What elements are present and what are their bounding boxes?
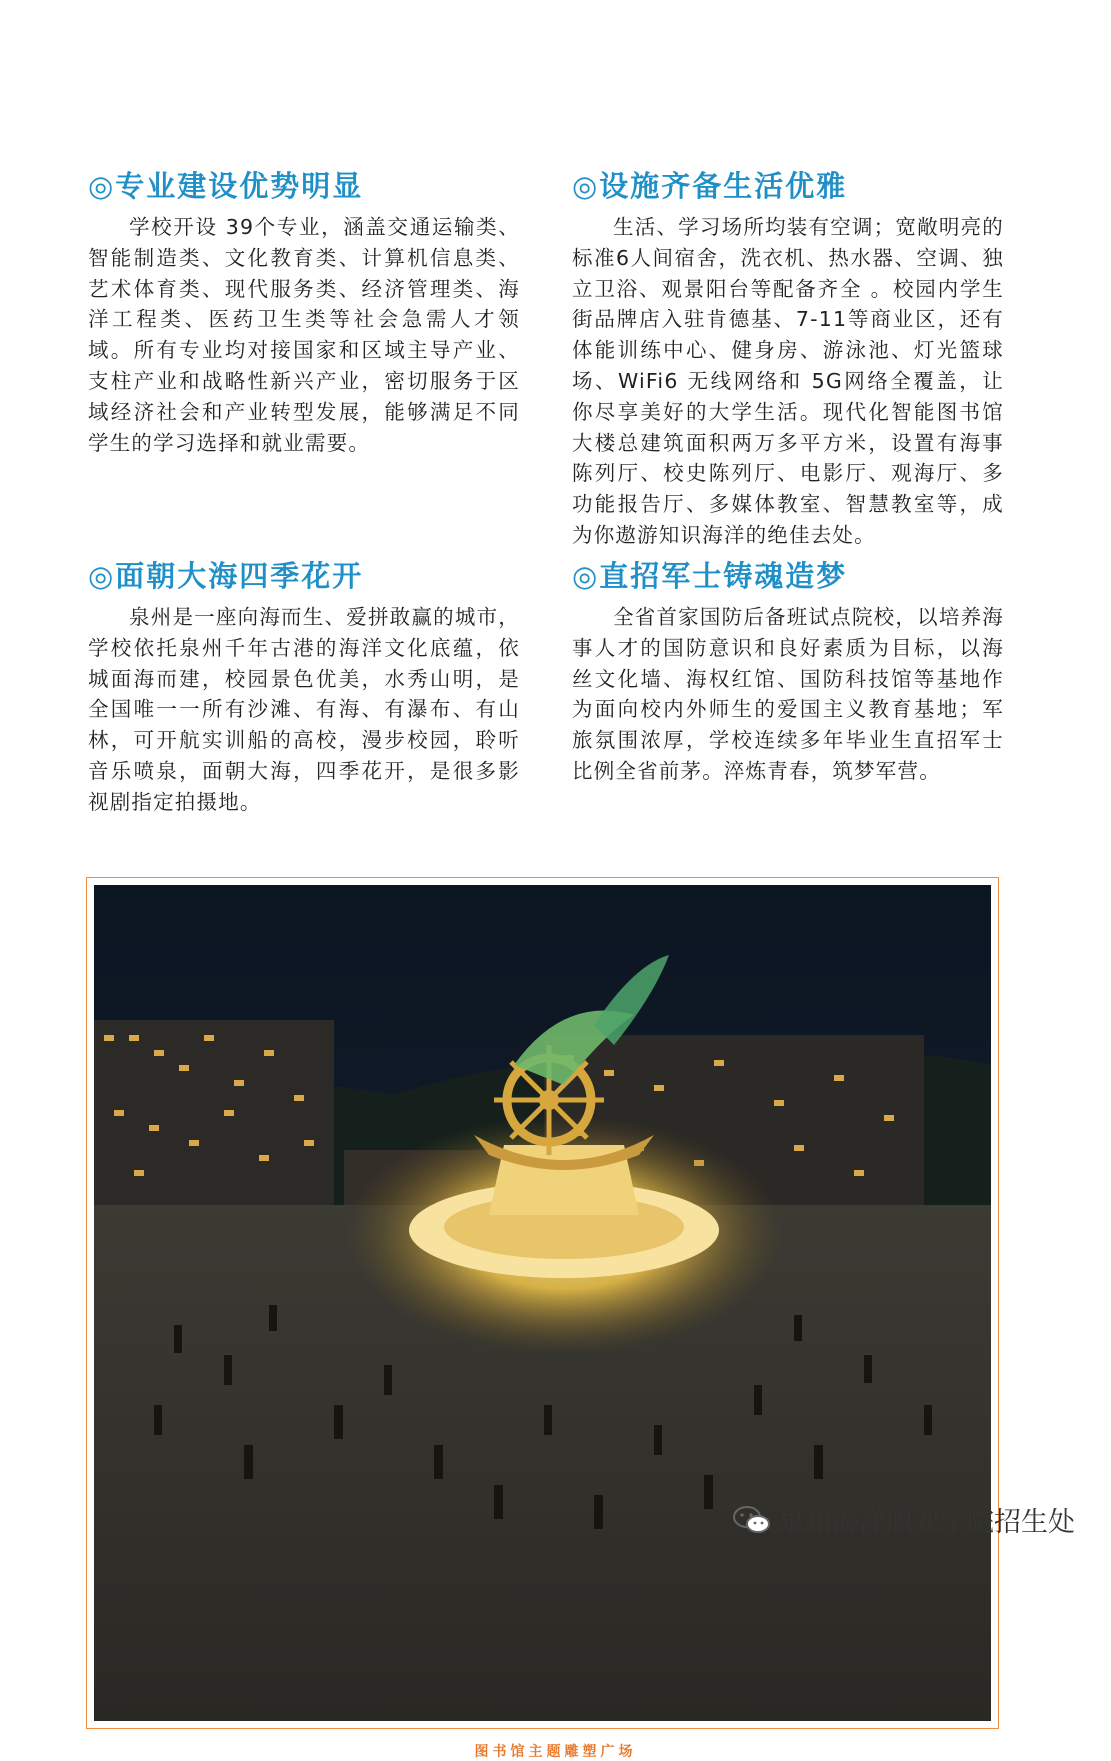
section-seaside-campus: [88, 558, 520, 818]
section-facilities: [572, 168, 1004, 551]
account-watermark: [732, 1500, 1075, 1539]
library-sculpture-plaza-photo: [94, 885, 991, 1721]
section-body: 泉州是一座向海而生、爱拼敢赢的城市，学校依托泉州千年古港的海洋文化底蕴，依城面海而建，校园景色优美，水秀山明，是全国唯一一所有沙滩、有海、有瀑布、有山林，可开航实训船的高校，漫步校园，聆听音乐喷泉，面朝大海，四季花开，是很多影视剧指定拍摄地。: [88, 605, 520, 814]
section-body: 全省首家国防后备班试点院校，以培养海事人才的国防意识和良好素质为目标，以海丝文化墙、海权红馆、国防科技馆等基地作为面向校内外师生的爱国主义教育基地；军旅氛围浓厚，学校连续多年毕业生直招军士比例全省前茅。淬炼青春，筑梦军营。: [572, 605, 1004, 783]
section-military-recruitment: [572, 558, 1004, 787]
photo-frame: [86, 877, 999, 1729]
wechat-icon: [732, 1504, 772, 1536]
section-body: 生活、学习场所均装有空调；宽敞明亮的标准6人间宿舍，洗衣机、热水器、空调、独立卫浴、观景阳台等配备齐全 。校园内学生街品牌店入驻肯德基、7-11等商业区，还有体能训练中心、健身房、游泳池、灯光篮球场、WiFi6 无线网络和 5G网络全覆盖，让你尽享美好的大学生活。现代化智能图书馆大楼总建筑面积两万多平方米，设置有海事陈列厅、校史陈列厅、电影厅、观海厅、多功能报告厅、多媒体教室、智慧教室等，成为你遨游知识海洋的绝佳去处。: [572, 215, 1004, 547]
section-title: ◎直招军士铸魂造梦: [572, 559, 848, 593]
watermark-text: 泉州海洋职业学院招生处: [778, 1507, 1075, 1538]
photo-caption: 图书馆主题雕塑广场: [474, 1744, 637, 1760]
section-major-advantages: [88, 168, 520, 458]
section-body: 学校开设 39个专业，涵盖交通运输类、智能制造类、文化教育类、计算机信息类、艺术体育类、现代服务类、经济管理类、海洋工程类、医药卫生类等社会急需人才领域。所有专业均对接国家和区域主导产业、支柱产业和战略性新兴产业，密切服务于区域经济社会和产业转型发展，能够满足不同学生的学习选择和就业需要。: [88, 215, 520, 455]
section-title: ◎专业建设优势明显: [88, 169, 364, 203]
section-title: ◎面朝大海四季花开: [88, 559, 364, 593]
section-title: ◎设施齐备生活优雅: [572, 169, 848, 203]
